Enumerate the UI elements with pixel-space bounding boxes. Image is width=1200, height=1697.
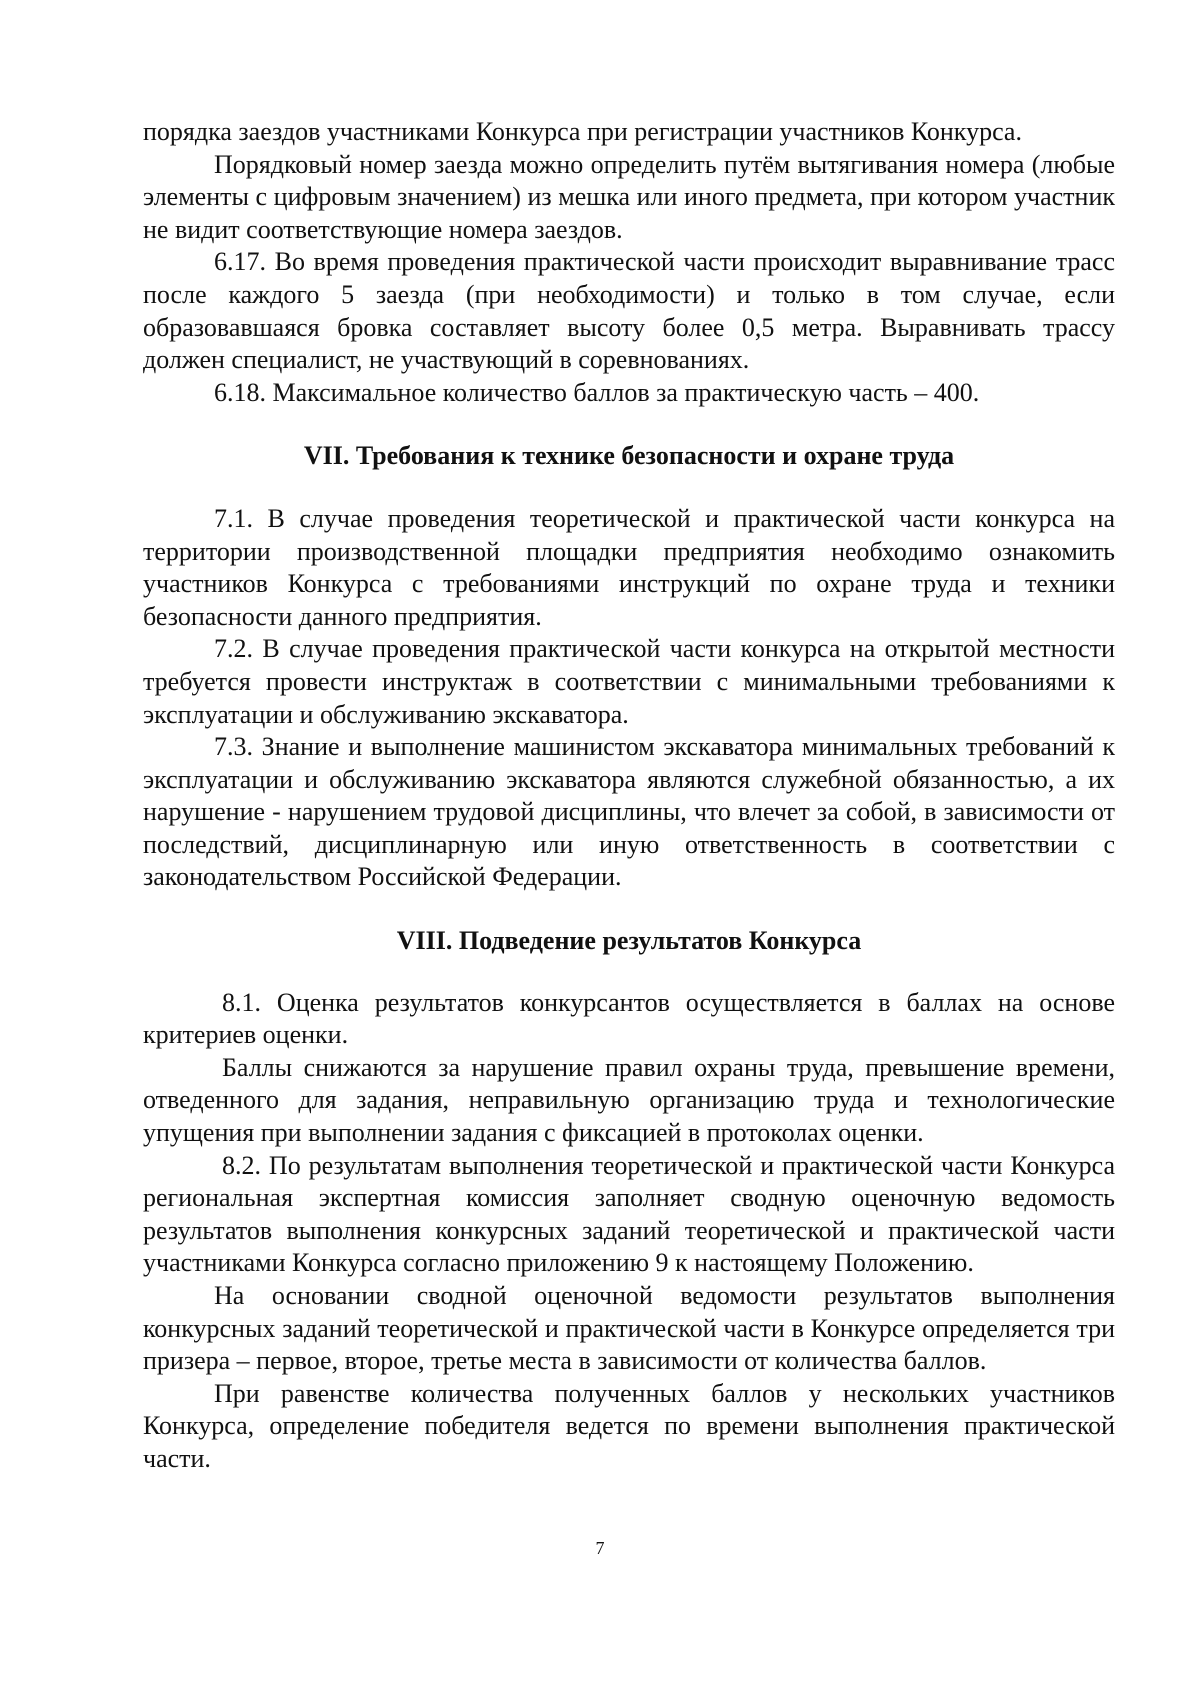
section-8-heading: VIII. Подведение результатов Конкурса (396, 926, 862, 956)
paragraph-7-2: 7.2. В случае проведения практической части конкурса на открытой местности требуется провести инструктаж в соответствии с минимальными требованиями к эксплуатации и обслуживанию экскаватора. (143, 634, 1115, 729)
section-7-heading: VII. Требования к технике безопасности и охране труда (303, 441, 955, 471)
paragraph-8-1: 8.1. Оценка результатов конкурсантов осуществляется в баллах на основе критериев оценки. (143, 987, 1115, 1050)
paragraph-6-18: 6.18. Максимальное количество баллов за практическую часть – 400. (214, 377, 980, 407)
paragraph-7-1: 7.1. В случае проведения теоретической и практической части конкурса на территории производственной площадки предприятия необходимо ознакомить участников Конкурса с требованиями инструкций по охране труда и техники безопасности данного предприятия. (143, 503, 1115, 631)
paragraph-tie-break: При равенстве количества полученных баллов у нескольких участников Конкурса, определение победителя ведется по времени выполнения практической части. (143, 1378, 1115, 1473)
paragraph-score-reduction: Баллы снижаются за нарушение правил охраны труда, превышение времени, отведенного для задания, неправильную организацию труда и технологические упущения при выполнении задания с фиксацией в протоколах оценки. (143, 1052, 1115, 1148)
paragraph-continuation: порядка заездов участниками Конкурса при регистрации участников Конкурса. (143, 117, 1022, 146)
page-number: 7 (595, 1538, 605, 1558)
paragraph-6-17: 6.17. Во время проведения практической части происходит выравнивание трасс после каждого 5 заезда (при необходимости) и только в том случае, если образовавшаяся бровка составляет высоту более 0,5 метра. Выравнивать трассу должен специалист, не участвующий в соревнованиях. (143, 247, 1115, 375)
paragraph-7-3: 7.3. Знание и выполнение машинистом экскаватора минимальных требований к эксплуатации и обслуживанию экскаватора являются служебной обязанностью, а их нарушение - нарушением трудовой дисциплины, что влечет за собой, в зависимости от последствий, дисциплинарную или иную ответственность в соответствии с законодательством Российской Федерации. (143, 732, 1115, 892)
paragraph-draw-order: Порядковый номер заезда можно определить путём вытягивания номера (любые элементы с цифровым значением) из мешка или иного предмета, при котором участник не видит соответствующие номера заездов. (143, 149, 1115, 244)
document-body (143, 116, 1115, 1476)
paragraph-8-2: 8.2. По результатам выполнения теоретической и практической части Конкурса региональная экспертная комиссия заполняет сводную оценочную ведомость результатов выполнения конкурсных заданий теоретической и практической части участниками Конкурса согласно приложению 9 к настоящему Положению. (143, 1150, 1115, 1278)
paragraph-prize-winners: На основании сводной оценочной ведомости результатов выполнения конкурсных заданий теоретической и практической части в Конкурсе определяется три призера – первое, второе, третье места в зависимости от количества баллов. (143, 1281, 1115, 1376)
